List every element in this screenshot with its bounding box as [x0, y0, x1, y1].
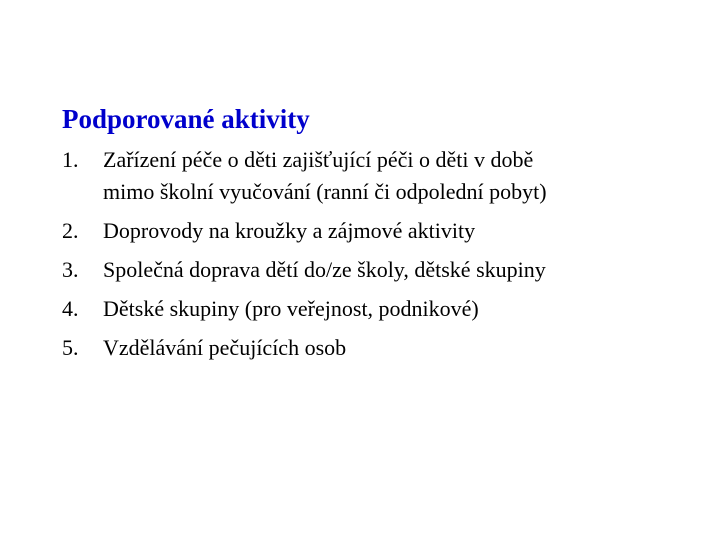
slide-title: Podporované aktivity — [62, 104, 310, 134]
list-item — [62, 144, 702, 208]
list-item-text — [103, 144, 702, 208]
list-item-line: mimo školní vyučování (ranní či odpolední pobyt) — [103, 179, 547, 204]
list-item — [62, 293, 702, 325]
list-item-number: 3. — [62, 257, 79, 282]
list-item-number: 1. — [62, 147, 79, 172]
list-item-number: 4. — [62, 296, 79, 321]
list-item-text: Doprovody na kroužky a zájmové aktivity — [103, 218, 476, 243]
list-item-number: 2. — [62, 218, 79, 243]
list-item — [62, 332, 702, 364]
list-item-line: Zařízení péče o děti zajišťující péči o děti v době — [103, 147, 534, 172]
list-item — [62, 254, 702, 286]
list-item-text: Společná doprava dětí do/ze školy, dětské skupiny — [103, 257, 546, 282]
list-item-number: 5. — [62, 335, 79, 360]
list-item-text: Dětské skupiny (pro veřejnost, podnikové) — [103, 296, 479, 321]
activity-list — [62, 144, 702, 371]
list-item-text: Vzdělávání pečujících osob — [103, 335, 347, 360]
list-item — [62, 215, 702, 247]
